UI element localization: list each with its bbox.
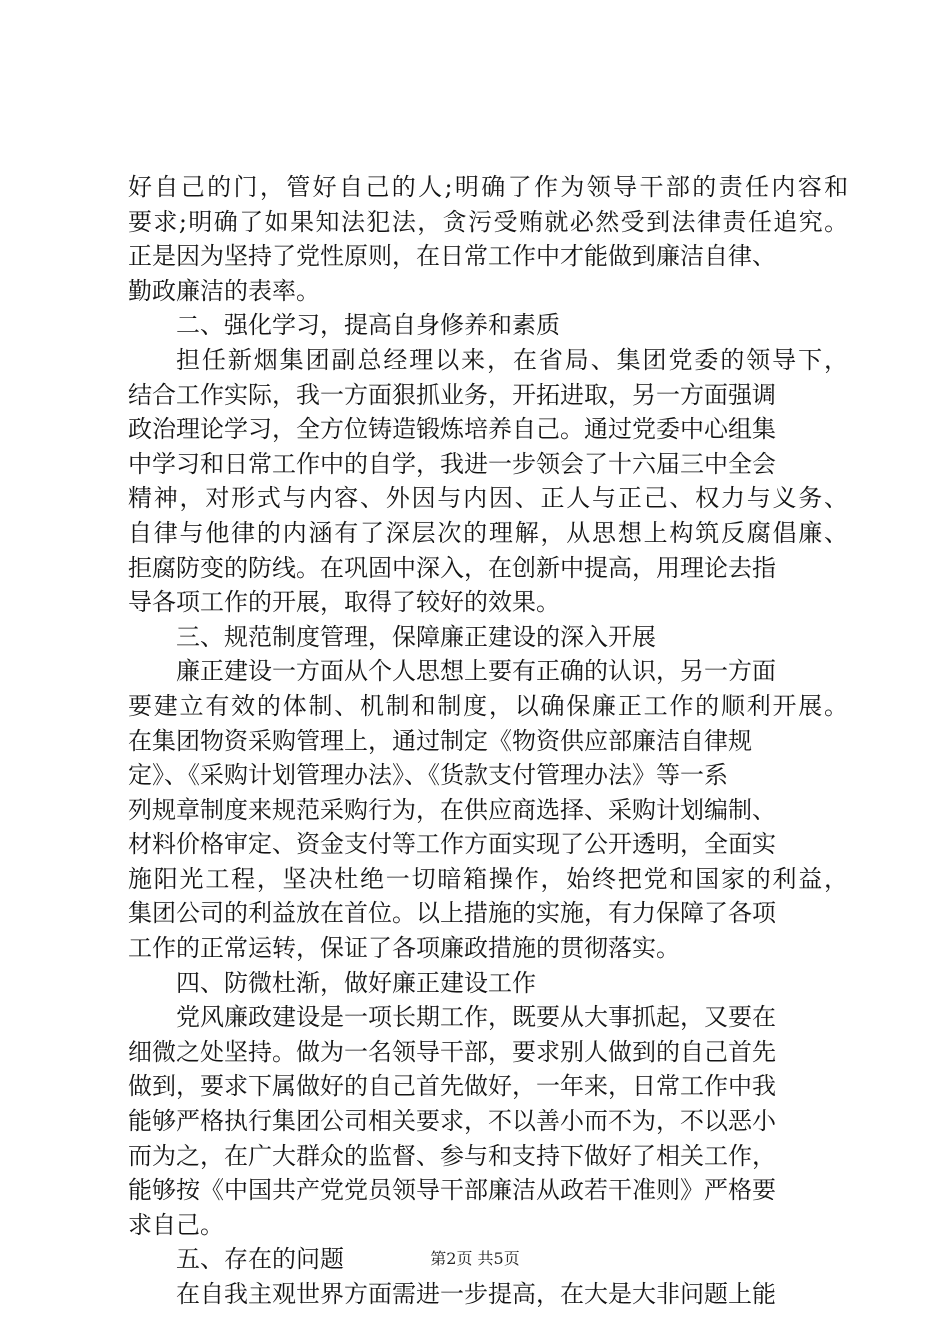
text-line: 结合工作实际，我一方面狠抓业务，开拓进取，另一方面强调 [128, 380, 776, 409]
text-line: 五、存在的问题 [176, 1245, 344, 1274]
text-line: 政治理论学习，全方位铸造锻炼培养自己。通过党委中心组集 [128, 415, 776, 444]
document-body [128, 170, 851, 1312]
text-line: 自律与他律的内涵有了深层次的理解，从思想上构筑反腐倡廉、 [128, 518, 850, 547]
text-line: 在自我主观世界方面需进一步提高，在大是大非问题上能 [176, 1280, 776, 1308]
text-line: 四、防微杜渐，做好廉正建设工作 [176, 968, 536, 997]
text-line: 能够严格执行集团公司相关要求，不以善小而不为，不以恶小 [128, 1107, 776, 1136]
text-line: 而为之，在广大群众的监督、参与和支持下做好了相关工作， [128, 1141, 776, 1170]
text-line: 廉正建设一方面从个人思想上要有正确的认识，另一方面 [176, 657, 776, 686]
text-line: 做到，要求下属做好的自己首先做好，一年来，日常工作中我 [128, 1072, 776, 1101]
text-line: 勤政廉洁的表率。 [128, 276, 320, 305]
text-line: 施阳光工程，坚决杜绝一切暗箱操作，始终把党和国家的利益， [128, 864, 850, 893]
text-line: 工作的正常运转，保证了各项廉政措施的贯彻落实。 [128, 934, 680, 963]
text-line: 集团公司的利益放在首位。以上措施的实施，有力保障了各项 [128, 899, 776, 928]
text-line: 在集团物资采购管理上，通过制定《物资供应部廉洁自律规 [128, 726, 752, 755]
text-line: 中学习和日常工作中的自学，我进一步领会了十六届三中全会 [128, 449, 776, 478]
text-line: 细微之处坚持。做为一名领导干部，要求别人做到的自己首先 [128, 1037, 776, 1066]
page-number-footer: 第2页 共5页 [430, 1249, 520, 1268]
text-line: 好自己的门，管好自己的人;明确了作为领导干部的责任内容和 [128, 173, 851, 201]
text-line: 正是因为坚持了党性原则，在日常工作中才能做到廉洁自律、 [128, 242, 776, 271]
text-line: 求自己。 [128, 1210, 224, 1239]
text-line: 列规章制度来规范采购行为，在供应商选择、采购计划编制、 [128, 795, 776, 824]
text-line: 精神，对形式与内容、外因与内因、正人与正己、权力与义务、 [128, 484, 850, 513]
text-line: 拒腐防变的防线。在巩固中深入，在创新中提高，用理论去指 [128, 553, 776, 582]
text-line: 能够按《中国共产党党员领导干部廉洁从政若干准则》严格要 [128, 1176, 776, 1205]
text-line: 材料价格审定、资金支付等工作方面实现了公开透明，全面实 [128, 830, 776, 859]
text-line: 定》、《采购计划管理办法》、《货款支付管理办法》等一系 [128, 761, 728, 790]
text-line: 要求;明确了如果知法犯法，贪污受贿就必然受到法律责任追究。 [128, 207, 850, 236]
text-line: 三、规范制度管理，保障廉正建设的深入开展 [176, 622, 656, 651]
text-line: 担任新烟集团副总经理以来，在省局、集团党委的领导下， [176, 345, 850, 374]
text-line: 二、强化学习，提高自身修养和素质 [176, 311, 560, 340]
text-line: 党风廉政建设是一项长期工作，既要从大事抓起，又要在 [176, 1003, 776, 1032]
text-line: 要建立有效的体制、机制和制度，以确保廉正工作的顺利开展。 [128, 691, 850, 720]
text-line: 导各项工作的开展，取得了较好的效果。 [128, 588, 560, 617]
